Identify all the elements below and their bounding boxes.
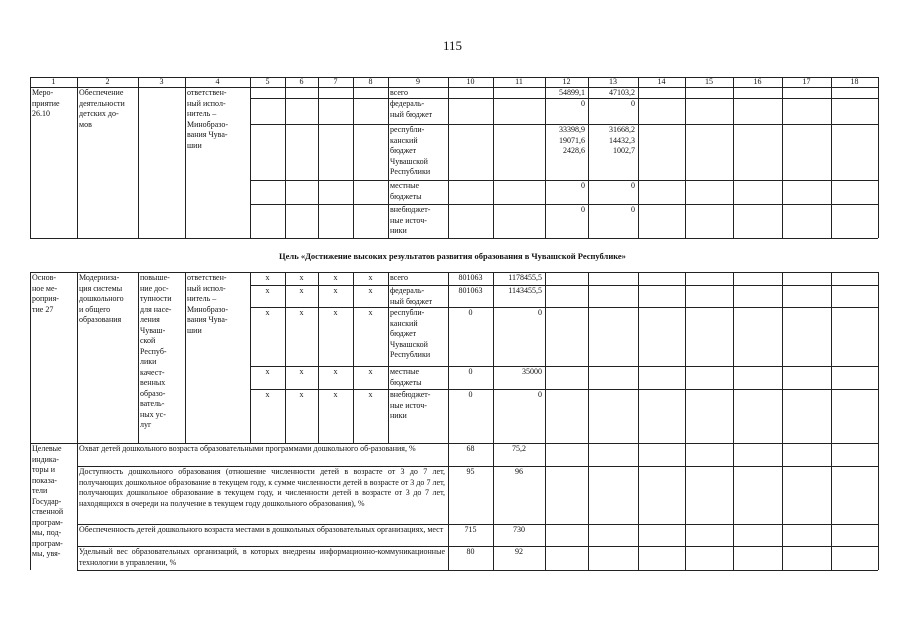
indicators-label: ственной bbox=[32, 507, 64, 516]
x-mark: x bbox=[299, 390, 304, 399]
header-number: 14 bbox=[657, 77, 666, 86]
value-col10: 801063 bbox=[458, 286, 483, 295]
funding-source: ный бюджет bbox=[390, 296, 433, 306]
header-number: 17 bbox=[802, 77, 811, 86]
header-number: 12 bbox=[562, 77, 571, 86]
header-number: 13 bbox=[609, 77, 617, 86]
header-number: 16 bbox=[753, 77, 762, 86]
measure-name: деятельности bbox=[79, 98, 125, 108]
indicators-label: Государ- bbox=[32, 496, 62, 506]
v-rule bbox=[782, 87, 783, 238]
header-number: 2 bbox=[105, 77, 110, 86]
value-col10: 801063 bbox=[458, 273, 483, 282]
funding-source: федераль- bbox=[390, 99, 425, 108]
funding-source: всего bbox=[390, 273, 409, 282]
x-mark: x bbox=[299, 273, 304, 282]
responsible: ответствен- bbox=[187, 88, 227, 97]
responsible: Минобразо- bbox=[187, 119, 229, 129]
x-mark: x bbox=[299, 286, 304, 295]
v-rule bbox=[493, 87, 494, 238]
measure-number: тие 27 bbox=[32, 304, 54, 314]
value-col11: 1178455,5 bbox=[508, 273, 542, 282]
x-mark: x bbox=[333, 273, 338, 282]
measure-goal: ватель- bbox=[140, 399, 165, 408]
v-rule bbox=[782, 443, 783, 570]
x-mark: x bbox=[299, 367, 304, 376]
header-number: 1 bbox=[51, 77, 56, 86]
value-col12: 19071,6 bbox=[559, 136, 585, 145]
v-rule bbox=[638, 443, 639, 570]
responsible: ный испол- bbox=[187, 98, 226, 108]
x-mark: x bbox=[265, 390, 270, 399]
measure-goal: тупности bbox=[140, 294, 172, 303]
indicators-label: програм- bbox=[32, 517, 63, 527]
x-mark: x bbox=[333, 308, 338, 317]
funding-source: республи- bbox=[390, 125, 425, 134]
x-mark: x bbox=[265, 273, 270, 282]
x-mark: x bbox=[265, 367, 270, 376]
v-rule bbox=[588, 272, 589, 443]
value-col13: 14432,3 bbox=[609, 136, 635, 145]
measure-number: ное ме- bbox=[32, 283, 58, 293]
value-col12: 2428,6 bbox=[563, 146, 585, 155]
measure-name: образования bbox=[79, 315, 122, 324]
funding-source: ные источ- bbox=[390, 400, 427, 410]
value-col10: 0 bbox=[468, 390, 473, 399]
measure-number: Меро- bbox=[32, 88, 54, 97]
value-col11: 92 bbox=[515, 547, 523, 556]
responsible: нитель – bbox=[187, 109, 217, 118]
measure-goal: ления bbox=[140, 315, 160, 324]
responsible: ный испол- bbox=[187, 283, 226, 293]
v-rule bbox=[318, 272, 319, 443]
v-rule bbox=[831, 87, 832, 238]
x-mark: x bbox=[265, 308, 270, 317]
value-col12: 54899,1 bbox=[559, 88, 585, 97]
v-rule bbox=[685, 87, 686, 238]
goal-title: Цель «Достижение высоких результатов развития образования в Чувашской Республике» bbox=[279, 251, 626, 261]
funding-source: канский bbox=[390, 318, 418, 328]
value-col11: 96 bbox=[515, 467, 523, 476]
value-col13: 47103,2 bbox=[609, 88, 635, 97]
x-mark: x bbox=[368, 367, 373, 376]
v-rule bbox=[30, 272, 31, 443]
indicators-label: индика- bbox=[32, 454, 59, 464]
value-col11: 0 bbox=[538, 308, 542, 317]
responsible: вания Чува- bbox=[187, 130, 228, 139]
v-rule bbox=[30, 443, 31, 570]
header-number: 11 bbox=[515, 77, 523, 86]
funding-source: бюджеты bbox=[390, 191, 422, 201]
v-rule bbox=[250, 87, 251, 238]
value-col13: 0 bbox=[631, 205, 635, 214]
v-rule bbox=[878, 443, 879, 570]
measure-goal: луг bbox=[140, 420, 152, 429]
funding-source: Республики bbox=[390, 350, 431, 359]
v-rule bbox=[250, 272, 251, 443]
value-col11: 1143455,5 bbox=[508, 286, 542, 295]
value-col12: 0 bbox=[581, 205, 585, 214]
measure-goal: качест- bbox=[140, 367, 165, 377]
v-rule bbox=[138, 87, 139, 238]
funding-source: ники bbox=[390, 411, 407, 420]
v-rule bbox=[30, 87, 31, 238]
indicator-text: Охват детей дошкольного возраста образовательными программами дошкольного об-разования, % bbox=[79, 444, 416, 453]
v-rule bbox=[638, 272, 639, 443]
v-rule bbox=[77, 87, 78, 238]
v-rule bbox=[77, 443, 78, 570]
header-number: 5 bbox=[265, 77, 270, 86]
x-mark: x bbox=[368, 390, 373, 399]
v-rule bbox=[185, 87, 186, 238]
measure-goal: повыше- bbox=[140, 273, 170, 282]
measure-number: 26.10 bbox=[32, 109, 50, 118]
indicators-label: торы и bbox=[32, 465, 56, 474]
value-col12: 33398,9 bbox=[559, 125, 585, 134]
v-rule bbox=[448, 272, 449, 443]
responsible: вания Чува- bbox=[187, 315, 228, 324]
x-mark: x bbox=[299, 308, 304, 317]
funding-source: местные bbox=[390, 367, 420, 376]
funding-source: Чувашской bbox=[390, 156, 428, 166]
funding-source: канский bbox=[390, 135, 418, 145]
v-rule bbox=[353, 272, 354, 443]
v-rule bbox=[388, 87, 389, 238]
header-number: 10 bbox=[466, 77, 475, 86]
v-rule bbox=[878, 272, 879, 443]
responsible: шии bbox=[187, 140, 202, 150]
value-col10: 80 bbox=[466, 547, 475, 556]
value-col13: 1002,7 bbox=[613, 146, 635, 155]
measure-name: ция системы bbox=[79, 283, 123, 293]
v-rule bbox=[285, 272, 286, 443]
funding-source: ники bbox=[390, 226, 407, 235]
header-number: 18 bbox=[850, 77, 859, 86]
indicators-label: Целевые bbox=[32, 444, 62, 453]
measure-name: Модерниза- bbox=[79, 273, 120, 282]
v-rule bbox=[733, 443, 734, 570]
v-rule bbox=[685, 443, 686, 570]
funding-source: бюджет bbox=[390, 146, 417, 155]
h-rule bbox=[77, 570, 878, 571]
v-rule bbox=[493, 272, 494, 443]
measure-name: Обеспечение bbox=[79, 88, 124, 97]
v-rule bbox=[545, 443, 546, 570]
v-rule bbox=[685, 272, 686, 443]
measure-goal: Чуваш- bbox=[140, 325, 166, 335]
value-col10: 0 bbox=[468, 308, 473, 317]
v-rule bbox=[782, 272, 783, 443]
v-rule bbox=[448, 87, 449, 238]
header-number: 7 bbox=[333, 77, 338, 86]
measure-goal: ных ус- bbox=[140, 409, 166, 419]
x-mark: x bbox=[333, 390, 338, 399]
value-col10: 68 bbox=[466, 444, 475, 453]
header-number: 4 bbox=[215, 77, 220, 86]
v-rule bbox=[388, 272, 389, 443]
v-rule bbox=[138, 272, 139, 443]
value-col12: 0 bbox=[581, 99, 585, 108]
value-col13: 0 bbox=[631, 181, 635, 190]
page-number: 115 bbox=[442, 38, 463, 53]
funding-source: внебюджет- bbox=[390, 205, 431, 214]
responsible: нитель – bbox=[187, 294, 217, 303]
responsible: ответствен- bbox=[187, 273, 227, 282]
x-mark: x bbox=[333, 286, 338, 295]
v-rule bbox=[545, 272, 546, 443]
measure-goal: ние дос- bbox=[140, 283, 169, 293]
indicators-label: мы, увя- bbox=[32, 549, 61, 558]
indicators-label: показа- bbox=[32, 475, 57, 485]
v-rule bbox=[638, 87, 639, 238]
measure-goal: для насе- bbox=[140, 304, 172, 314]
funding-source: внебюджет- bbox=[390, 390, 431, 399]
measure-goal: венных bbox=[140, 378, 166, 387]
v-rule bbox=[318, 87, 319, 238]
indicators-label: тели bbox=[32, 486, 48, 495]
v-rule bbox=[77, 272, 78, 443]
funding-source: ные источ- bbox=[390, 215, 427, 225]
indicator-text: Удельный вес образовательных организаций, в которых внедрены информационно-коммуникационные технологии в управлении, % bbox=[79, 547, 445, 567]
x-mark: x bbox=[333, 367, 338, 376]
measure-goal: образо- bbox=[140, 388, 166, 398]
v-rule bbox=[185, 272, 186, 443]
x-mark: x bbox=[368, 286, 373, 295]
measure-name: и общего bbox=[79, 304, 111, 314]
measure-number: приятие bbox=[32, 98, 60, 108]
v-rule bbox=[878, 87, 879, 238]
x-mark: x bbox=[265, 286, 270, 295]
funding-source: республи- bbox=[390, 308, 425, 317]
h-rule bbox=[30, 238, 878, 239]
value-col12: 0 bbox=[581, 181, 585, 190]
measure-goal: ской bbox=[140, 336, 156, 345]
funding-source: Республики bbox=[390, 167, 431, 176]
funding-source: бюджет bbox=[390, 329, 417, 338]
measure-number: роприя- bbox=[32, 294, 59, 303]
responsible: Минобразо- bbox=[187, 304, 229, 314]
value-col10: 95 bbox=[466, 467, 475, 476]
indicator-text: Обеспеченность детей дошкольного возраста местами в дошкольных образовательных организациях, мест bbox=[79, 525, 444, 534]
value-col11: 730 bbox=[513, 525, 525, 534]
v-rule bbox=[878, 77, 879, 87]
value-col11: 0 bbox=[538, 390, 542, 399]
value-col11: 35000 bbox=[522, 367, 542, 376]
v-rule bbox=[831, 272, 832, 443]
value-col11: 75,2 bbox=[512, 444, 526, 453]
funding-source: ный бюджет bbox=[390, 109, 433, 119]
measure-name: дошкольного bbox=[79, 294, 124, 303]
value-col10: 715 bbox=[464, 525, 477, 534]
responsible: шии bbox=[187, 325, 202, 335]
funding-source: местные bbox=[390, 181, 420, 190]
value-col10: 0 bbox=[468, 367, 473, 376]
measure-goal: лики bbox=[140, 357, 157, 366]
indicator-text: Доступность дошкольного образования (отношение численности детей в возрасте от 3 до 7 лет, получающих дошкольное образование в текущем году, к сумме численности детей в возрасте от 3 до 7 лет, получающих дошкольное образование в текущем году, и численности детей в возрасте от 3 до 7 лет, находящихся в очереди на получение в текущем году дошкольного образования), % bbox=[79, 467, 445, 508]
measure-goal: Респуб- bbox=[140, 346, 167, 356]
funding-source: Чувашской bbox=[390, 339, 428, 349]
header-number: 6 bbox=[299, 77, 304, 86]
header-number: 15 bbox=[705, 77, 713, 86]
header-number: 8 bbox=[368, 77, 373, 86]
v-rule bbox=[588, 443, 589, 570]
indicators-label: мы, под- bbox=[32, 528, 62, 537]
v-rule bbox=[353, 87, 354, 238]
measure-name: детских до- bbox=[79, 109, 119, 118]
header-number: 3 bbox=[159, 77, 164, 86]
x-mark: x bbox=[368, 273, 373, 282]
header-number: 9 bbox=[416, 77, 420, 86]
measure-name: мов bbox=[79, 119, 92, 129]
v-rule bbox=[733, 272, 734, 443]
funding-source: федераль- bbox=[390, 286, 425, 295]
measure-number: Основ- bbox=[32, 273, 57, 282]
v-rule bbox=[733, 87, 734, 238]
value-col13: 31668,2 bbox=[609, 125, 635, 134]
v-rule bbox=[285, 87, 286, 238]
value-col13: 0 bbox=[631, 99, 635, 108]
v-rule bbox=[831, 443, 832, 570]
x-mark: x bbox=[368, 308, 373, 317]
funding-source: всего bbox=[390, 88, 409, 97]
funding-source: бюджеты bbox=[390, 377, 422, 387]
indicators-label: програм- bbox=[32, 538, 63, 548]
